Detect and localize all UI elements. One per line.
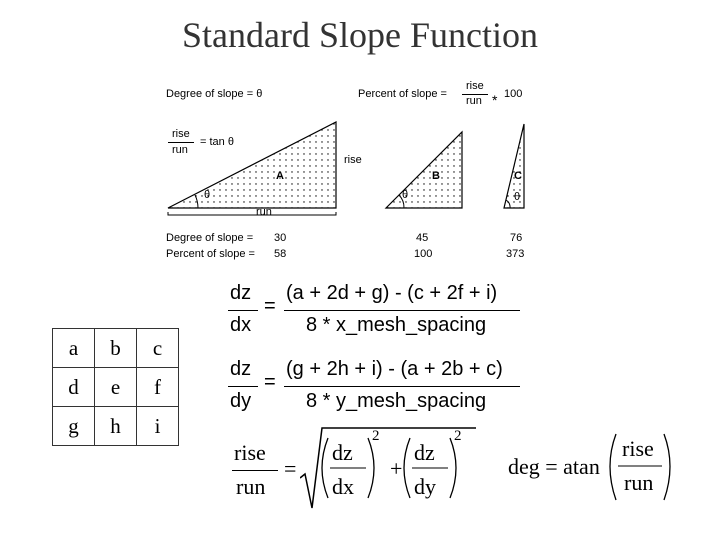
eq2-rhs-num: (g + 2h + i) - (a + 2b + c) xyxy=(286,358,503,380)
run-label: run xyxy=(256,206,272,218)
paren-right-2 xyxy=(450,438,456,498)
eq1-rhs-den: 8 * x_mesh_spacing xyxy=(306,314,487,336)
percent-rise-label: rise xyxy=(466,80,484,92)
tan-rise-label: rise xyxy=(172,128,190,140)
equation-rise-run xyxy=(226,424,486,514)
degree-value-c: 76 xyxy=(510,232,523,244)
percent-times-sign: * xyxy=(492,92,498,108)
deg-paren-right xyxy=(664,434,670,500)
rise-label: rise xyxy=(344,154,362,166)
triangle-a xyxy=(168,122,336,208)
sqrt-dx: dx xyxy=(332,474,354,499)
sqrt-plus: + xyxy=(390,456,403,481)
eq1-lhs-line xyxy=(228,310,258,311)
percent-run-label: run xyxy=(466,95,482,107)
deg-run: run xyxy=(624,470,654,495)
deg-paren-left xyxy=(610,434,616,500)
theta-b-label: θ xyxy=(402,189,409,201)
percent-row-label: Percent of slope = xyxy=(166,248,255,260)
run-brace xyxy=(168,212,336,215)
percent-of-slope-label: Percent of slope = xyxy=(358,88,447,100)
equation-dzdx xyxy=(226,280,536,344)
triangle-c-label: C xyxy=(514,170,522,182)
grid-cell: b xyxy=(95,329,137,368)
sqrt-sign xyxy=(300,428,476,508)
grid-cell: c xyxy=(137,329,179,368)
grid-cell: e xyxy=(95,368,137,407)
degree-of-slope-label: Degree of slope = θ xyxy=(166,88,263,100)
page-title: Standard Slope Function xyxy=(182,15,538,55)
eq1-lhs-den: dx xyxy=(230,314,252,336)
paren-left-2 xyxy=(404,438,410,498)
deg-lhs: deg = atan xyxy=(508,454,600,479)
tan-run-label: run xyxy=(172,144,188,156)
eq2-lhs-den: dy xyxy=(230,390,252,412)
eq1-lhs-num: dz xyxy=(230,282,252,304)
degree-value-b: 45 xyxy=(416,232,429,244)
eq3-run: run xyxy=(236,474,266,499)
eq3-lhs-line xyxy=(232,470,278,471)
sqrt-square-2: 2 xyxy=(454,428,462,444)
equation-dzdy xyxy=(226,356,536,420)
triangle-a-label: A xyxy=(276,170,284,182)
eq3-rise: rise xyxy=(234,440,266,465)
eq1-equals: = xyxy=(264,295,276,317)
eq1-rhs-line xyxy=(284,310,520,311)
paren-right-1 xyxy=(368,438,374,498)
sqrt-dz-2: dz xyxy=(414,440,435,465)
percent-value-c: 373 xyxy=(506,248,525,260)
theta-a-label: θ xyxy=(204,189,211,201)
triangle-b xyxy=(386,132,462,208)
eq2-equals: = xyxy=(264,371,276,393)
eq3-equals: = xyxy=(284,456,297,481)
eq2-lhs-line xyxy=(228,386,258,387)
percent-value-a: 58 xyxy=(274,248,287,260)
theta-c-label: θ xyxy=(514,191,521,203)
percent-100-label: 100 xyxy=(504,88,523,100)
sqrt-square-1: 2 xyxy=(372,428,380,444)
grid-cell: a xyxy=(53,329,95,368)
degree-value-a: 30 xyxy=(274,232,287,244)
eq2-rhs-line xyxy=(284,386,520,387)
grid-cell: d xyxy=(53,368,95,407)
deg-rise: rise xyxy=(622,436,654,461)
tan-equals-label: = tan θ xyxy=(200,136,234,148)
degree-row-label: Degree of slope = xyxy=(166,232,254,244)
grid-row xyxy=(53,368,179,407)
grid-row xyxy=(53,407,179,446)
grid-cell: g xyxy=(53,407,95,446)
equation-deg xyxy=(506,428,686,508)
percent-value-b: 100 xyxy=(414,248,433,260)
eq2-lhs-num: dz xyxy=(230,358,252,380)
grid-cell: i xyxy=(137,407,179,446)
grid-cell: f xyxy=(137,368,179,407)
eq2-rhs-den: 8 * y_mesh_spacing xyxy=(306,390,487,412)
kernel-grid xyxy=(52,328,179,446)
triangle-b-label: B xyxy=(432,170,440,182)
slope-figure xyxy=(158,74,538,270)
sqrt-dy: dy xyxy=(414,474,436,499)
sqrt-dz-1: dz xyxy=(332,440,353,465)
eq1-rhs-num: (a + 2d + g) - (c + 2f + i) xyxy=(286,282,498,304)
grid-row xyxy=(53,329,179,368)
grid-cell: h xyxy=(95,407,137,446)
paren-left-1 xyxy=(322,438,328,498)
